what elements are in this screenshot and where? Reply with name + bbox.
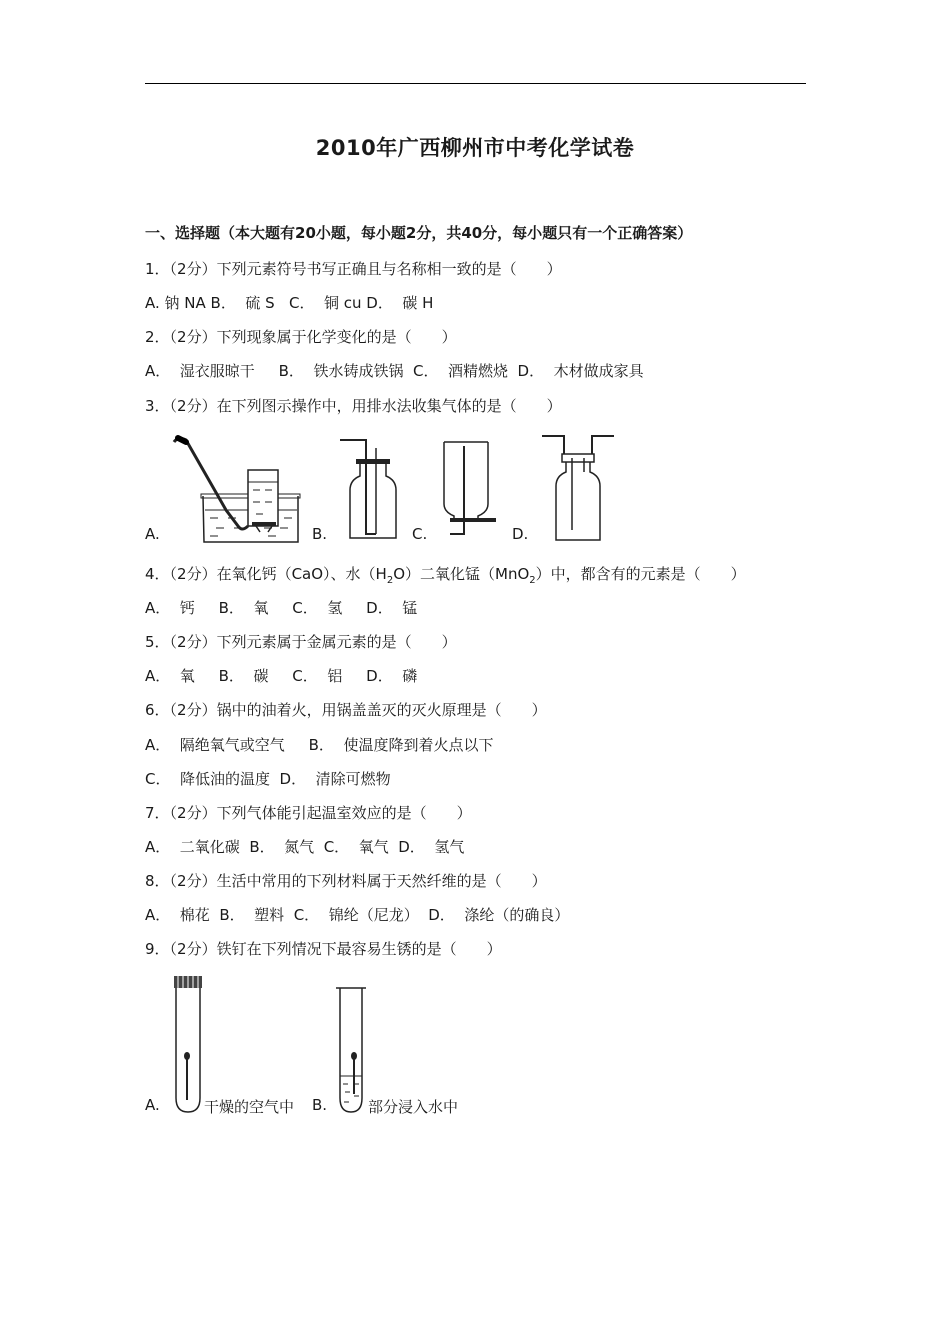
question-9-stem: 9．（2分）铁钉在下列情况下最容易生锈的是（ ） — [145, 940, 502, 958]
question-5-stem: 5．（2分）下列元素属于金属元素的是（ ） — [145, 633, 457, 651]
figure-3d-label: D. — [512, 525, 529, 543]
question-4-stem-part: 4．（2分）在氧化钙（CaO）、水（H — [145, 565, 387, 583]
question-1-options: A. 钠 NA B． 硫 S C． 铜 cu D． 碳 H — [145, 294, 434, 312]
question-4-stem-part: O）二氧化锰（MnO — [393, 565, 530, 583]
question-7-stem: 7．（2分）下列气体能引起温室效应的是（ ） — [145, 804, 472, 822]
figure-3b-label: B. — [312, 525, 328, 543]
question-6-options-row-1: A． 隔绝氧气或空气 B． 使温度降到着火点以下 — [145, 736, 494, 754]
section-heading: 一、选择题（本大题有20小题，每小题2分，共40分，每小题只有一个正确答案） — [145, 224, 693, 242]
figure-3a-label: A. — [145, 525, 160, 543]
figure-3b-gas-bottle — [336, 434, 406, 544]
figure-9a-label: A. — [145, 1096, 160, 1114]
question-7-options: A． 二氧化碳 B． 氮气 C． 氧气 D． 氢气 — [145, 838, 465, 856]
question-8-options: A． 棉花 B． 塑料 C． 锦纶（尼龙） D． 涤纶（的确良） — [145, 906, 570, 924]
figure-3c-inverted-bottle — [436, 438, 506, 544]
question-3-stem: 3．（2分）在下列图示操作中，用排水法收集气体的是（ ） — [145, 397, 562, 415]
figure-9a-sealed-test-tube — [170, 974, 206, 1116]
question-6-stem: 6．（2分）锅中的油着火，用锅盖盖灭的灭火原理是（ ） — [145, 701, 547, 719]
figure-9a-caption: 干燥的空气中 — [204, 1098, 295, 1116]
figure-3a-water-trough — [168, 432, 308, 544]
question-6-options-row-2: C． 降低油的温度 D． 清除可燃物 — [145, 770, 391, 788]
question-5-options: A． 氧 B． 碳 C． 铝 D． 磷 — [145, 667, 418, 685]
question-2-options: A． 湿衣服晾干 B． 铁水铸成铁锅 C． 酒精燃烧 D． 木材做成家具 — [145, 362, 644, 380]
header-rule — [145, 83, 806, 84]
page-title: 2010年广西柳州市中考化学试卷 — [315, 136, 635, 160]
question-4-options: A． 钙 B． 氧 C． 氢 D． 锰 — [145, 599, 418, 617]
figure-3c-label: C. — [412, 525, 428, 543]
subscript: 2 — [386, 575, 394, 586]
question-8-stem: 8．（2分）生活中常用的下列材料属于天然纤维的是（ ） — [145, 872, 547, 890]
question-4-stem-part: ）中，都含有的元素是（ ） — [535, 565, 746, 583]
figure-3d-two-tube-bottle — [538, 432, 618, 544]
question-4-stem — [145, 563, 746, 586]
question-1-stem: 1．（2分）下列元素符号书写正确且与名称相一致的是（ ） — [145, 260, 562, 278]
question-2-stem: 2．（2分）下列现象属于化学变化的是（ ） — [145, 328, 457, 346]
figure-9b-label: B. — [312, 1096, 328, 1114]
figure-9b-caption: 部分浸入水中 — [368, 1098, 459, 1116]
figure-9b-test-tube-with-water — [334, 984, 368, 1116]
subscript: 2 — [529, 575, 536, 586]
